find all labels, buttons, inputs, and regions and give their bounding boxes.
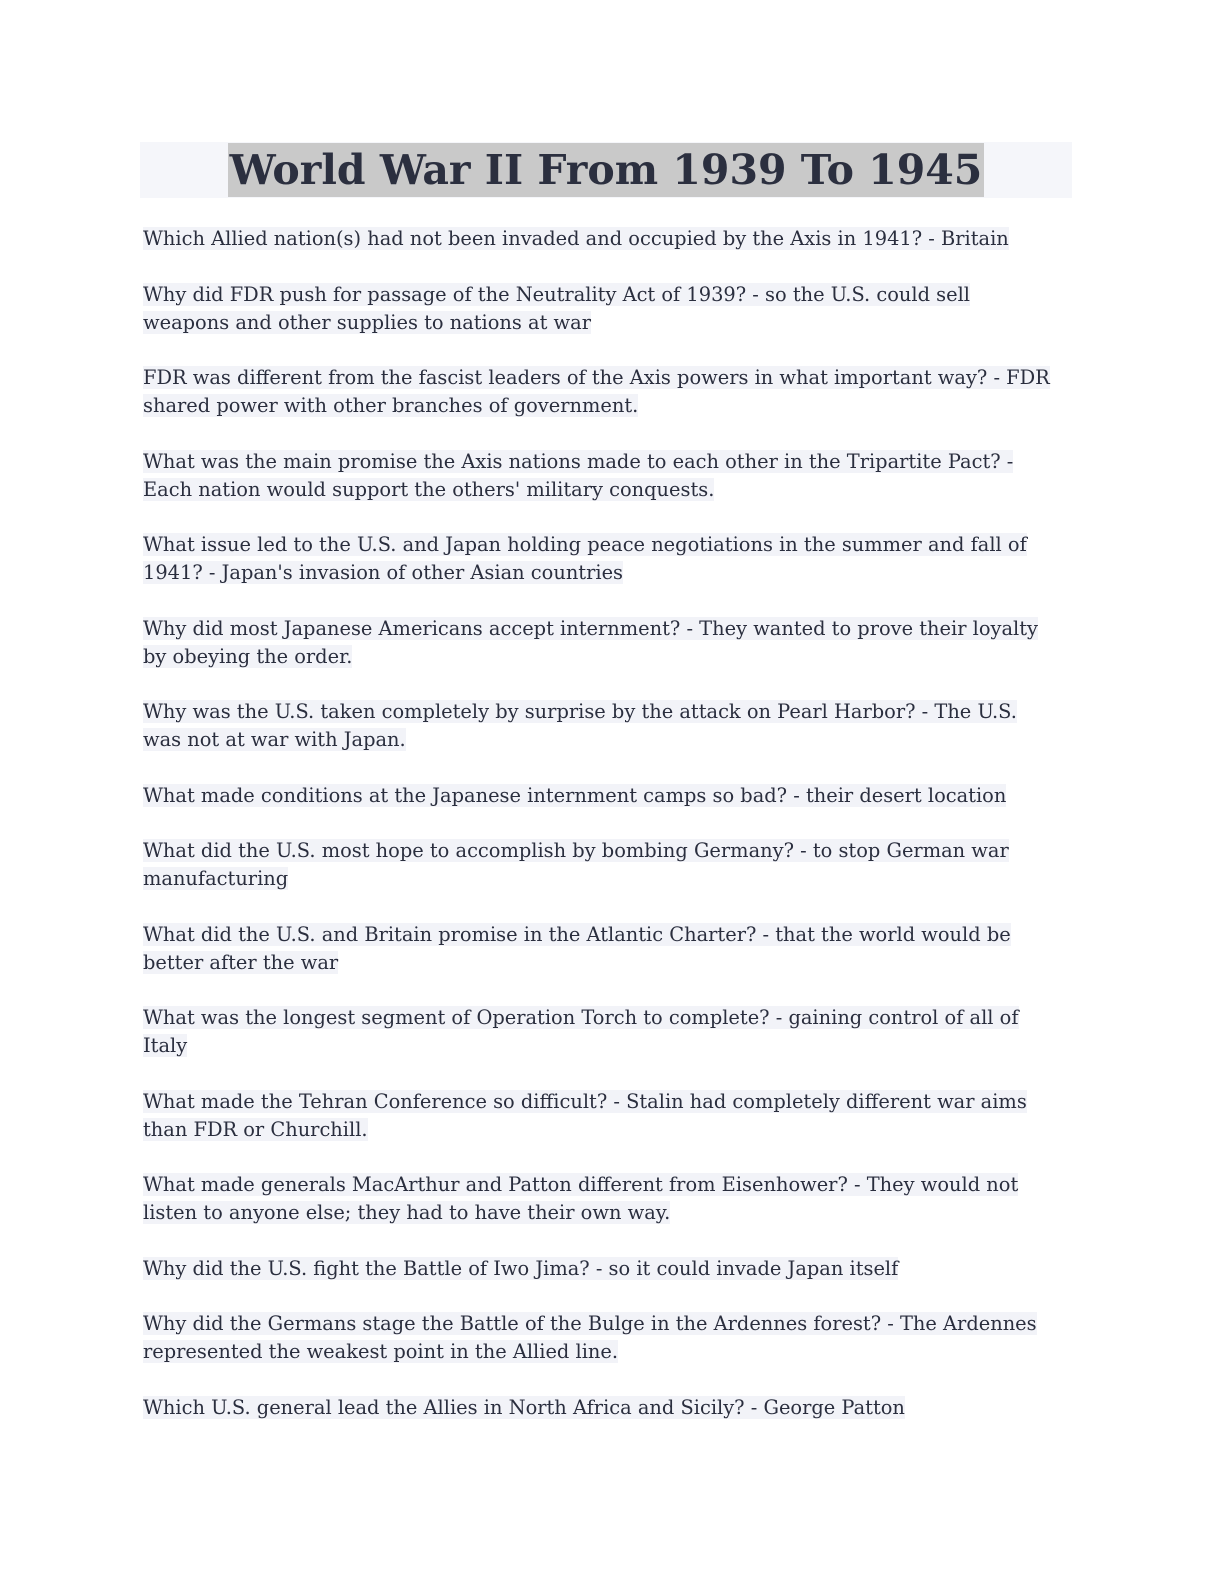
qa-line: Each nation would support the others' military conquests. bbox=[143, 477, 715, 501]
qa-item bbox=[143, 1255, 1072, 1283]
qa-list bbox=[140, 225, 1072, 1422]
qa-line: Why did the U.S. fight the Battle of Iwo Jima? - so it could invade Japan itself bbox=[143, 1256, 899, 1280]
qa-line: What did the U.S. most hope to accomplish by bombing Germany? - to stop German war bbox=[143, 839, 1009, 862]
qa-line: What made the Tehran Conference so difficult? - Stalin had completely different war aims bbox=[143, 1089, 1027, 1113]
title-band bbox=[140, 142, 1072, 198]
qa-item bbox=[143, 1394, 1072, 1422]
qa-item bbox=[143, 837, 1072, 893]
qa-line: FDR was different from the fascist leaders of the Axis powers in what important way? - FDR bbox=[143, 366, 1050, 389]
qa-item bbox=[143, 1310, 1072, 1366]
qa-item bbox=[143, 1088, 1072, 1144]
qa-line: What was the main promise the Axis nations made to each other in the Tripartite Pact? - bbox=[143, 449, 1014, 473]
qa-line: was not at war with Japan. bbox=[143, 728, 406, 751]
qa-item bbox=[143, 782, 1072, 810]
qa-item bbox=[143, 615, 1072, 671]
qa-line: Which U.S. general lead the Allies in North Africa and Sicily? - George Patton bbox=[143, 1395, 905, 1419]
qa-line: shared power with other branches of government. bbox=[143, 394, 639, 417]
qa-line: 1941? - Japan's invasion of other Asian countries bbox=[143, 561, 623, 584]
qa-item bbox=[143, 531, 1072, 587]
qa-item bbox=[143, 921, 1072, 977]
document-title: World War II From 1939 To 1945 bbox=[228, 143, 985, 197]
qa-item bbox=[143, 225, 1072, 253]
qa-line: by obeying the order. bbox=[143, 644, 353, 668]
qa-item bbox=[143, 281, 1072, 337]
qa-line: manufacturing bbox=[143, 867, 289, 890]
qa-line: What made generals MacArthur and Patton different from Eisenhower? - They would not bbox=[143, 1173, 1019, 1196]
qa-line: What was the longest segment of Operation Torch to complete? - gaining control of all of bbox=[143, 1006, 1019, 1029]
qa-line: What did the U.S. and Britain promise in the Atlantic Charter? - that the world would be bbox=[143, 922, 1011, 946]
qa-item bbox=[143, 1171, 1072, 1227]
qa-item bbox=[143, 364, 1072, 420]
qa-line: Why did FDR push for passage of the Neutrality Act of 1939? - so the U.S. could sell bbox=[143, 282, 971, 306]
qa-item bbox=[143, 698, 1072, 754]
qa-line: Which Allied nation(s) had not been invaded and occupied by the Axis in 1941? - Britain bbox=[143, 227, 1009, 250]
qa-line: Italy bbox=[143, 1034, 188, 1057]
qa-item bbox=[143, 1004, 1072, 1060]
qa-item bbox=[143, 448, 1072, 504]
qa-line: What issue led to the U.S. and Japan holding peace negotiations in the summer and fall of bbox=[143, 533, 1027, 556]
qa-line: Why did the Germans stage the Battle of the Bulge in the Ardennes forest? - The Ardennes bbox=[143, 1312, 1037, 1335]
qa-line: weapons and other supplies to nations at war bbox=[143, 310, 591, 334]
qa-line: than FDR or Churchill. bbox=[143, 1117, 368, 1141]
qa-line: Why did most Japanese Americans accept internment? - They wanted to prove their loyalty bbox=[143, 616, 1038, 640]
qa-line: represented the weakest point in the Allied line. bbox=[143, 1340, 619, 1363]
qa-line: better after the war bbox=[143, 950, 339, 974]
qa-line: What made conditions at the Japanese internment camps so bad? - their desert location bbox=[143, 783, 1007, 807]
qa-line: listen to anyone else; they had to have their own way. bbox=[143, 1201, 671, 1224]
qa-line: Why was the U.S. taken completely by surprise by the attack on Pearl Harbor? - The U.S. bbox=[143, 700, 1017, 723]
document-page bbox=[140, 142, 1072, 1449]
